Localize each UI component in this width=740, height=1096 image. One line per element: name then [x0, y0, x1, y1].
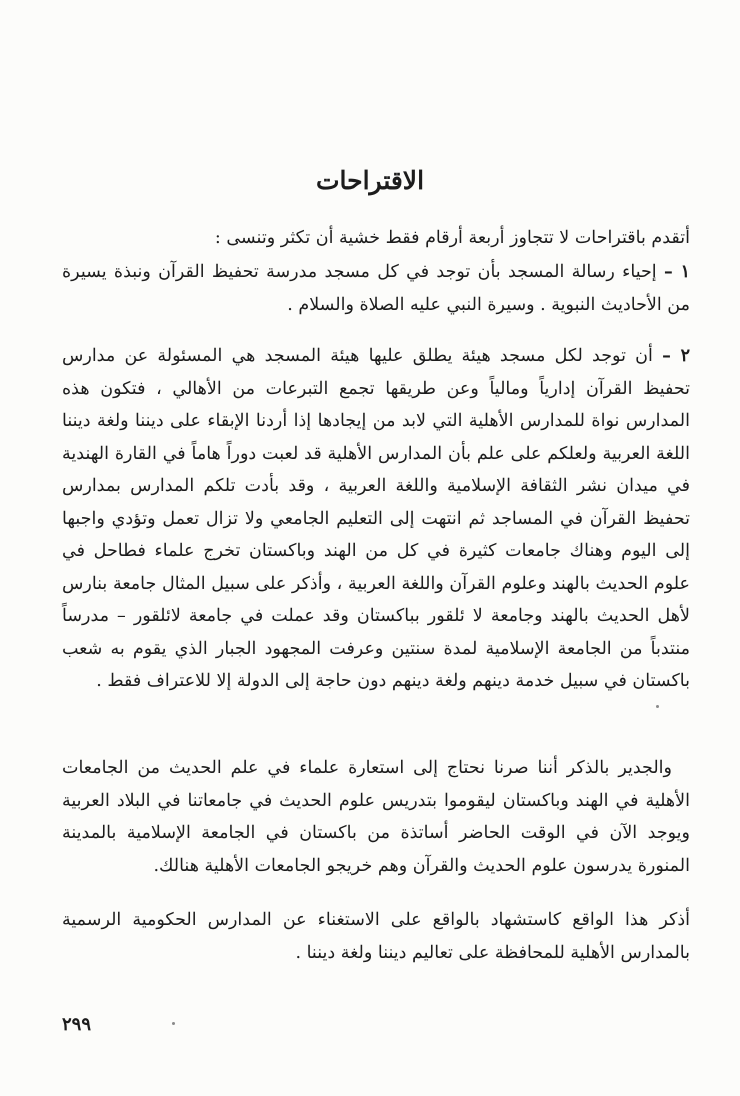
suggestion-2: [62, 340, 690, 698]
suggestion-1-text: إحياء رسالة المسجد بأن توجد في كل مسجد مدرسة تحفيظ القرآن ونبذة يسيرة من الأحاديث النبوية . وسيرة النبي عليه الصلاة والسلام .: [62, 262, 690, 315]
scan-speck: [656, 705, 659, 708]
scan-speck: [172, 1022, 175, 1025]
paragraph-hadith-scholars: والجدير بالذكر أننا صرنا نحتاج إلى استعارة علماء في علم الحديث من الجامعات الأهلية في الهند وباكستان ليقوموا بتدريس علوم الحديث في جامعاتنا في البلاد العربية ويوجد الآن في الوقت الحاضر أساتذة من باكستان في الجامعة الإسلامية بالمدينة المنورة يدرسون علوم الحديث والقرآن وهم خريجو الجامعات الأهلية هنالك.: [62, 758, 690, 876]
section-title: الاقتراحات: [315, 166, 425, 195]
suggestion-2-text: أن توجد لكل مسجد هيئة يطلق عليها هيئة المسجد هي المسئولة عن مدارس تحفيظ القرآن إدارياً ومالياً وعن طريقها تجمع التبرعات من الأهالي ، فتكون هذه المدارس نواة للمدارس الأهلية التي لابد من إيجادها إذا أردنا الإبقاء على ديننا ولغة ديننا اللغة العربية ولعلكم على علم بأن المدارس الأهلية قد لعبت دوراً هاماً في القارة الهندية في ميدان نشر الثقافة الإسلامية واللغة العربية ، وقد بأدت تلكم المدارس بمدارس تحفيظ القرآن في المساجد ثم انتهت إلى التعليم الجامعي ولا تزال تعمل وتؤدي واجبها إلى اليوم وهناك جامعات كثيرة في كل من الهند وباكستان تخرج علماء فطاحل في علوم الحديث بالهند وعلوم القرآن واللغة العربية ، وأذكر على سبيل المثال جامعة بنارس لأهل الحديث بالهند وجامعة لا ئلقور بباكستان وقد عملت في جامعة لائلقور – مدرساً منتدباً من الجامعة الإسلامية لمدة سنتين وعرفت المجهود الجبار الذي يقوم به شعب باكستان في سبيل خدمة دينهم ولغة دينهم دون حاجة إلى الدولة إلا للاعتراف فقط .: [62, 346, 690, 691]
suggestion-2-number: ٢ –: [662, 346, 691, 366]
suggestion-1-number: ١ –: [664, 262, 690, 282]
paragraph-conclusion: أذكر هذا الواقع كاستشهاد بالواقع على الاستغناء عن المدارس الحكومية الرسمية بالمدارس الأهلية للمحافظة على تعاليم ديننا ولغة ديننا .: [62, 910, 690, 963]
suggestion-1: [62, 256, 690, 321]
intro-paragraph: أتقدم باقتراحات لا تتجاوز أربعة أرقام فقط خشية أن تكثر وتنسى :: [214, 228, 690, 248]
page-number: ٢٩٩: [62, 1014, 92, 1035]
